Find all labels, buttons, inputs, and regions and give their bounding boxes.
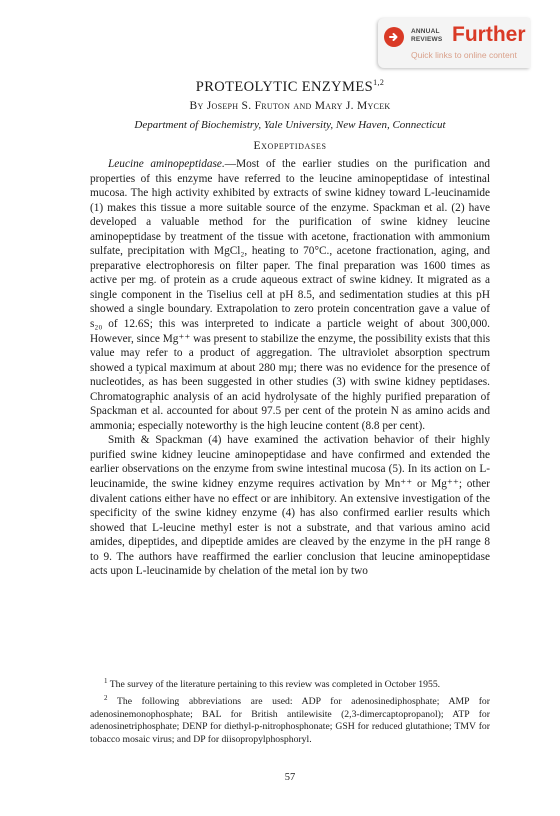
- paragraph-lead: Leucine aminopeptidase.: [108, 158, 225, 170]
- footnote: [90, 675, 490, 692]
- footnote: [90, 692, 490, 747]
- section-heading: Exopeptidases: [253, 140, 327, 152]
- banner-brand: Further: [452, 23, 526, 46]
- further-banner[interactable]: [378, 18, 530, 68]
- paragraph: [90, 157, 490, 433]
- article-body: [90, 157, 490, 579]
- footnote-text: The following abbreviations are used: ADP for adenosinediphosphate; AMP for adenosinemonophosphate; BAL for British antilewisite (2,3-dimercaptopropanol); ATP for adenosinetriphosphate; DENP for diethyl-p-nitrophosphonate; GSH for reduced glutathione; TMV for tobacco mosaic virus; and DP for diisopropylphosphoryl.: [90, 696, 490, 745]
- banner-tagline: Quick links to online content: [411, 50, 517, 60]
- annual-reviews-logo-text: [411, 28, 451, 43]
- paragraph: [90, 433, 490, 578]
- article-title: [90, 78, 490, 96]
- footnotes: [90, 675, 490, 746]
- author-affiliation: Department of Biochemistry, Yale University, New Haven, Connecticut: [134, 119, 446, 131]
- circle-arrow-icon: [384, 27, 404, 47]
- paragraph-text: —Most of the earlier studies on the purification and properties of this enzyme have referred to the leucine aminopeptidase of intestinal mucosa. The high activity exhibited by extracts of swine kidney toward L-leucinamide (1) makes this tissue a more suitable source of the enzyme. Spackman et al. (2) have developed a valuable method for the purification of swine kidney leucine aminopeptidase by treatment of the tissue with acetone, fractionation with ammonium sulfate, precipitation with MgCl₂, heating to 70°C., acetone fractionation, aging, and preparative electrophoresis on filter paper. The final preparation was 1600 times as active per mg. of protein as a crude aqueous extract of swine kidney. It migrated as a single component in the Tiselius cell at pH 8.5, and sedimentation studies at this pH showed a single boundary. Extrapolation to zero protein concentration gave a value of s₂₀ of 12.6S; this was interpreted to indicate a particle weight of about 300,000. However, since Mg⁺⁺ was present to stabilize the enzyme, the possibility exists that this value may refer to a product of aggregation. The ultraviolet absorption spectrum showed a typical maximum at about 280 mμ; there was no evidence for the presence of nucleotides, as has been suggested in other studies (3) with swine kidney peptidases. Chromatographic analysis of an acid hydrolysate of the highly purified preparation of Spackman et al. accounted for about 97.5 per cent of the protein N as amino acids and ammonia; especially noteworthy is the high leucine content (8.8 per cent).: [90, 158, 491, 432]
- article-authors: By Joseph S. Fruton and Mary J. Mycek: [189, 100, 391, 112]
- banner-line2: REVIEWS: [411, 35, 443, 43]
- title-text: PROTEOLYTIC ENZYMES: [195, 78, 374, 95]
- footnote-mark: 2: [104, 693, 108, 702]
- page-number: 57: [284, 772, 296, 783]
- footnote-text: The survey of the literature pertaining to this review was completed in October 1955.: [109, 679, 441, 691]
- paragraph-text: Smith & Spackman (4) have examined the activation behavior of their highly purified swine kidney leucine aminopeptidase and have confirmed and extended the earlier observations on the enzyme from swine intestinal mucosa (5). In its action on L-leucinamide, the swine kidney enzyme requires activation by Mn⁺⁺ or Mg⁺⁺; other divalent cations either have no effect or are inhibitory. An extensive investigation of the specificity of the swine kidney enzyme (4) has also confirmed earlier results which showed that L-leucine methyl ester is not a substrate, and that various amino acid amides, dipeptides, and dipeptide amides are cleaved by the enzyme in the pH range 8 to 9. The authors have reaffirmed the earlier conclusion that leucine aminopeptidase acts upon L-leucinamide by chelation of the metal ion by two: [90, 434, 490, 578]
- banner-line1: ANNUAL: [411, 28, 440, 35]
- title-footnote-marks: 1,2: [373, 78, 385, 87]
- footnote-mark: 1: [104, 677, 108, 685]
